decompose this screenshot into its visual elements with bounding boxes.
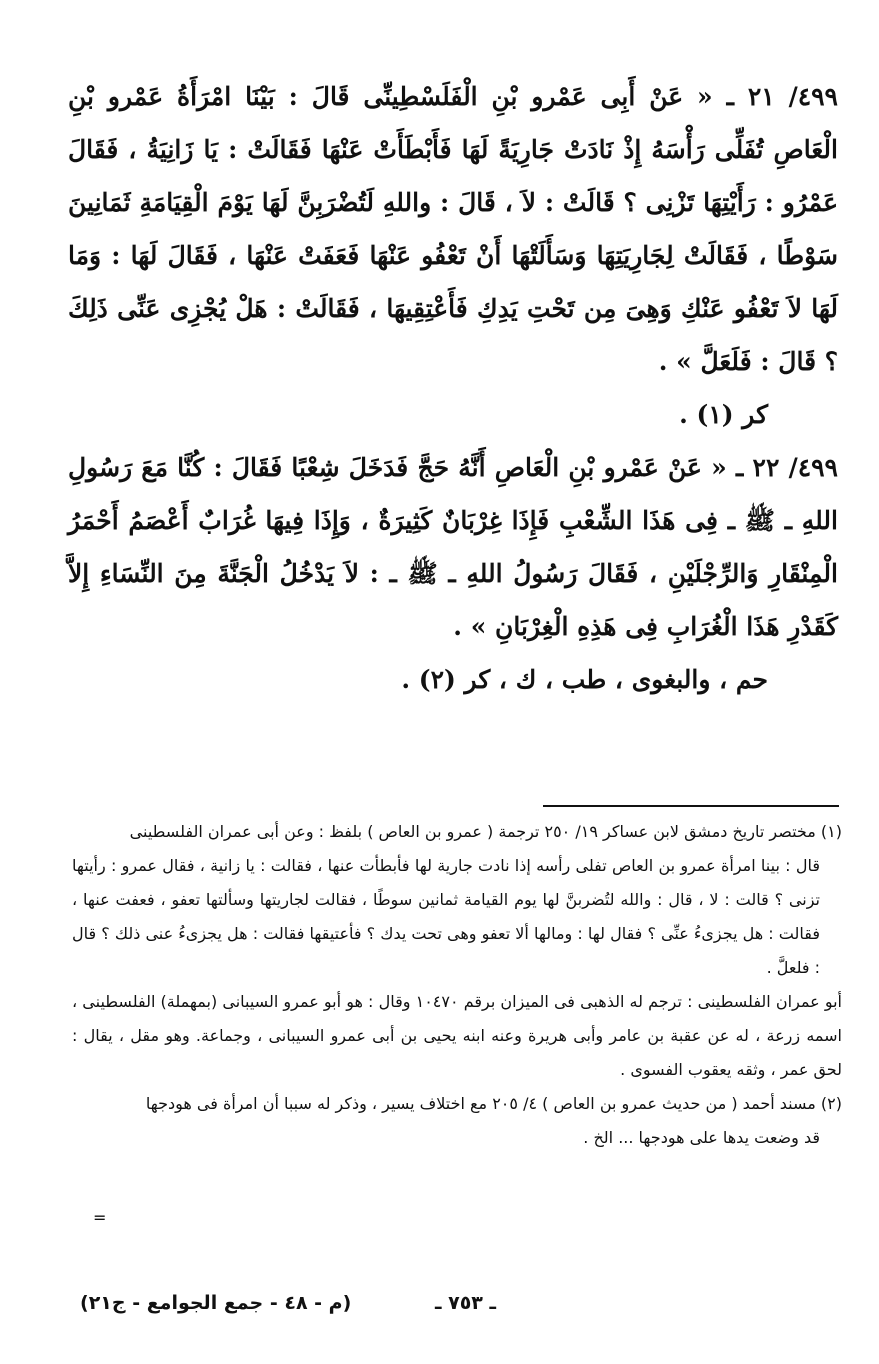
entry-number: ٤٩٩/ ٢١ ـ	[726, 82, 838, 111]
entry-text: « عَنْ عَمْرو بْنِ الْعَاصِ أَنَّهُ حَجَّ فَدَخَلَ شِعْبًا فَقَالَ : كُنَّا مَعَ رَسُولِ اللهِ ـ ﷺ ـ فِى هَذَا الشِّعْبِ فَإِذَا غِرْبَانٌ كَثِيرَةٌ ، وَإِذَا فِيهَا غُرَابٌ أَعْصَمُ أَحْمَرُ الْمِنْقَارِ وَالرِّجْلَيْنِ ، فَقَالَ رَسُولُ اللهِ ـ ﷺ ـ : لاَ يَدْخُلُ الْجَنَّةَ مِنَ النِّسَاءِ إِلاَّ كَقَدْرِ هَذَا الْغُرَابِ فِى هَذِهِ الْغِرْبَانِ » .	[68, 453, 838, 641]
hadith-entry-21	[68, 70, 838, 388]
page-footer	[60, 1292, 850, 1322]
footnote-2-text: قد وضعت يدها على هودجها ... الخ .	[583, 1128, 820, 1147]
footnote-1-head: (١) مختصر تاريخ دمشق لابن عساكر ١٩/ ٢٥٠ ترجمة ( عمرو بن العاص ) بلفظ : وعن أبى عمران الفلسطينى	[129, 822, 842, 841]
footnotes	[72, 815, 842, 1155]
signature-mark: (م - ٤٨ - جمع الجوامع - ج٢١)	[80, 1292, 352, 1314]
footnote-1-note: أبو عمران الفلسطينى : ترجم له الذهبى فى الميزان برقم ١٠٤٧٠ وقال : هو أبو عمرو السيبانى (بمهملة) الفلسطينى ، اسمه زرعة ، له عن عقبة بن عامر وأبى هريرة وعنه ابنه يحيى بن أبى عمرو السيبانى ، وجماعة. وهو مقل ، يقال : لحق عمر ، وثقه يعقوب الفسوى .	[72, 992, 842, 1079]
entry-source: حم ، والبغوى ، طب ، ك ، كر (٢) .	[401, 665, 768, 694]
footnote-divider	[543, 805, 839, 807]
footnote-1-text: قال : بينا امرأة عمرو بن العاص تفلى رأسه إذا نادت جارية لها فأبطأت عنها ، فقالت : يا زانية ، فقال عمرو : رأيتها تزنى ؟ قالت : لا ، قال : والله لتُضربنَّ لها يوم القيامة ثمانين سوطًا ، فقالت لجاريتها وسألتها تعفو ، فعفت عنها ، فقالت : هل يجزىءُ عنِّى ؟ فقال لها : ومالها ألا تعفو وهى تحت يدك ؟ فأعتيقها فقالت : هل يجزىءُ عنى ذلك ؟ قال : فلعلَّ .	[72, 856, 820, 977]
entry-number: ٤٩٩/ ٢٢ ـ	[735, 453, 838, 482]
entry-source: كر (١) .	[679, 400, 768, 429]
footnote-2-head: (٢) مسند أحمد ( من حديث عمرو بن العاص ) ٤/ ٢٠٥ مع اختلاف يسير ، وذكر له سببا أن امرأة فى هودجها	[145, 1094, 842, 1113]
main-text	[68, 70, 838, 706]
continuation-mark: =	[93, 1208, 107, 1227]
entry-text: « عَنْ أَبِى عَمْرو بْنِ الْفَلَسْطِينِّى قَالَ : بَيْنَا امْرَأَةُ عَمْرو بْنِ الْعَاصِ تُفَلِّى رَأْسَهُ إِذْ نَادَتْ جَارِيَةً لَهَا فَأَبْطَأَتْ عَنْهَا فَقَالَتْ : يَا زَانِيَةُ ، فَقَالَ عَمْرُو : رَأَيْتِهَا تَزْنِى ؟ قَالَتْ : لاَ ، قَالَ : واللهِ لَتُضْرَبِنَّ لَهَا يَوْمَ الْقِيَامَةِ ثَمَانِينَ سَوْطًا ، فَقَالَتْ لِجَارِيَتِهَا وَسَأَلَتْهَا أَنْ تَعْفُو عَنْهَا فَعَفَتْ عَنْهَا ، فَقَالَ لَهَا : وَمَا لَهَا لاَ تَعْفُو عَنْكِ وَهِىَ مِن تَحْتِ يَدِكِ فَأَعْتِقِيهَا ، فَقَالَتْ : هَلْ يُجْزِى عَنِّى ذَلِكَ ؟ قَالَ : فَلَعَلَّ » .	[68, 82, 838, 376]
page-number: ـ ٧٥٣ ـ	[435, 1292, 497, 1314]
hadith-entry-22	[68, 441, 838, 653]
